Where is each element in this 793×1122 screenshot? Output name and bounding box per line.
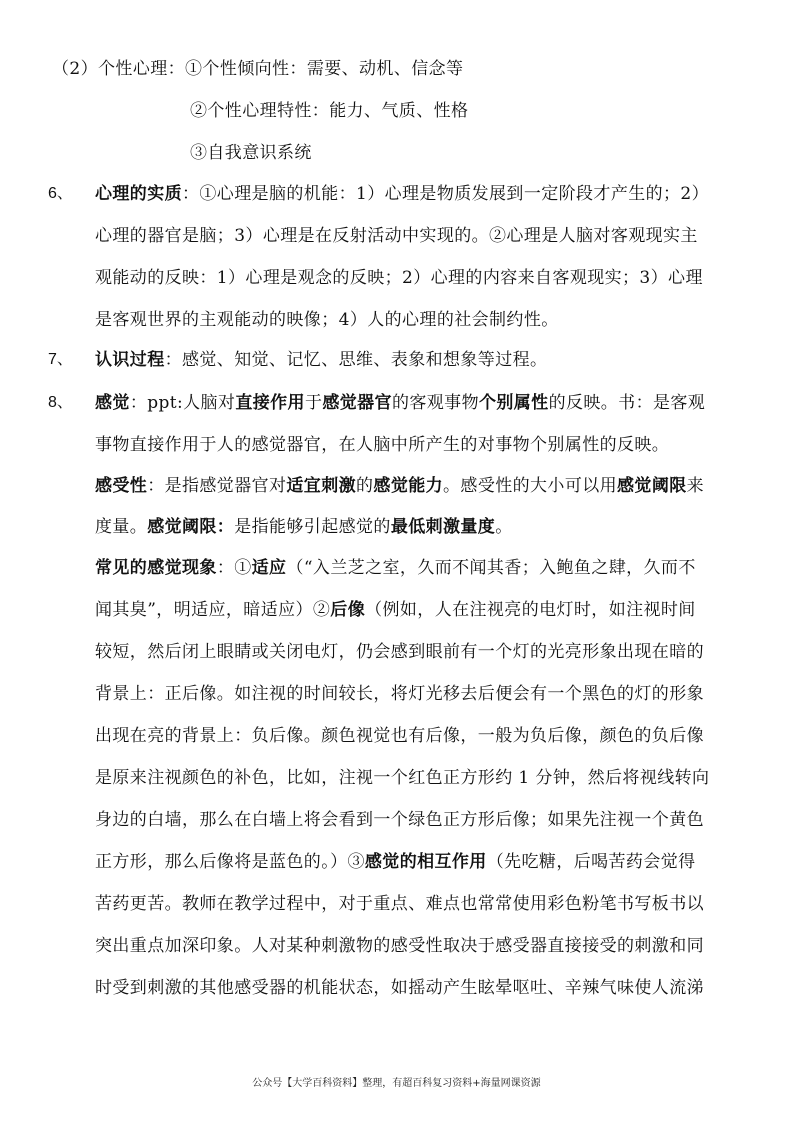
phenomena-line-8	[95, 851, 696, 873]
phenomena-line-5: 出现在亮的背景上：负后像。颜色视觉也有后像，一般为负后像，颜色的负后像	[95, 726, 704, 746]
sensitivity-text-b: 的	[356, 476, 374, 496]
phenomena-text-e: 正方形，那么后像将是蓝色的。）③	[95, 852, 365, 872]
phenomena-line-9: 苦药更苦。教师在教学过程中，对于重点、难点也常常使用彩色粉笔书写板书以	[95, 894, 704, 914]
personality-item-3: ③自我意识系统	[190, 143, 312, 163]
sensitivity-text-c: 。感受性的大小可以用	[443, 476, 618, 496]
phenomena-line-6: 是原来注视颜色的补色，比如，注视一个红色正方形约 1 分钟，然后将视线转向	[95, 768, 710, 788]
phenomena-line-1	[95, 557, 696, 579]
item-7-line	[95, 349, 547, 371]
term-min-stimulus: 最低刺激量度	[390, 517, 496, 537]
item-8-text-c: 的客观事物	[391, 393, 479, 413]
phenomena-line-3: 较短，然后闭上眼睛或关闭电灯，仍会感到眼前有一个灯的光亮形象出现在暗的	[95, 642, 704, 662]
sensitivity-line-2	[95, 516, 513, 538]
item-6-number: 6、	[48, 185, 73, 202]
term-interaction: 感觉的相互作用	[364, 852, 487, 872]
term-adaptation: 适应	[251, 558, 287, 578]
phenomena-line-7: 身边的白墙，那么在白墙上将会看到一个绿色正方形后像；如果先注视一个黄色	[95, 810, 704, 830]
term-individual-attribute: 个别属性	[478, 393, 549, 413]
item-8-number: 8、	[48, 394, 73, 411]
phenomena-line-10: 突出重点加深印象。人对某种刺激物的感受性取决于感受器直接接受的刺激和同	[95, 936, 704, 956]
item-8-text-a: ：ppt:人脑对	[129, 393, 236, 413]
item-6-line-4: 是客观世界的主观能动的映像；4）人的心理的社会制约性。	[95, 310, 559, 330]
term-phenomena: 常见的感觉现象	[95, 558, 217, 578]
item-7-title: 认识过程	[95, 350, 165, 370]
item-6-title: 心理的实质	[95, 184, 182, 204]
phenomena-text-a: ：①	[216, 558, 252, 578]
personality-intro: （2）个性心理：	[52, 59, 186, 79]
phenomena-text-f: （先吃糖，后喝苦药会觉得	[486, 852, 696, 872]
item-8-text-d: 的反映。书：是客观	[548, 393, 706, 413]
term-sense-organ: 感觉器官	[322, 393, 392, 413]
item-6-line-3: 观能动的反映：1）心理是观念的反映；2）心理的内容来自客观现实；3）心理	[95, 268, 703, 288]
phenomena-text-d: （例如，人在注视亮的电灯时，如注视时间	[365, 600, 696, 620]
sensitivity-text-a: ：是指感觉器官对	[147, 476, 287, 496]
term-threshold: 感觉阈限	[617, 476, 687, 496]
term-afterimage: 后像	[330, 600, 366, 620]
item-6-line-1	[95, 183, 709, 205]
sensitivity-text-g: 。	[495, 517, 513, 537]
term-threshold-def: 感觉阈限：	[147, 517, 235, 537]
item-8-line-2: 事物直接作用于人的感觉器官，在人脑中所产生的对事物个别属性的反映。	[95, 435, 670, 455]
item-7-number: 7、	[48, 351, 73, 368]
phenomena-line-2	[95, 599, 696, 621]
personality-item-1: ①个性倾向性：需要、动机、信念等	[185, 59, 464, 79]
term-adequate-stimulus: 适宜刺激	[286, 476, 357, 496]
term-sensory-ability: 感觉能力	[373, 476, 444, 496]
item-8-line-1	[95, 392, 705, 414]
personality-line-1	[52, 58, 463, 80]
sensitivity-line-1	[95, 475, 704, 497]
item-7-text: ：感觉、知觉、记忆、思维、表象和想象等过程。	[164, 350, 548, 370]
phenomena-line-11: 时受到刺激的其他感受器的机能状态，如摇动产生眩晕呕吐、辛辣气味使人流涕	[95, 978, 704, 998]
term-sensitivity: 感受性	[95, 476, 148, 496]
item-6-text-1: ：①心理是脑的机能：1）心理是物质发展到一定阶段才产生的；2）	[182, 184, 710, 204]
item-8-text-b: 于	[304, 393, 323, 413]
phenomena-text-b: （“入兰芝之室，久而不闻其香；入鲍鱼之肆，久而不	[286, 558, 696, 578]
sensitivity-text-e: 度量。	[95, 517, 148, 537]
item-6-line-2: 心理的器官是脑；3）心理是在反射活动中实现的。②心理是人脑对客观现实主	[95, 226, 698, 246]
page-footer: 公众号【大学百科资料】整理，有超百科复习资料+海量网课资源	[252, 1078, 541, 1089]
phenomena-text-c: 闻其臭”，明适应，暗适应）②	[95, 600, 331, 620]
sensitivity-text-d: 来	[686, 476, 705, 496]
term-sensation: 感觉	[95, 393, 130, 413]
sensitivity-text-f: 是指能够引起感觉的	[234, 517, 391, 537]
personality-item-2: ②个性心理特性：能力、气质、性格	[190, 101, 469, 121]
phenomena-line-4: 背景上：正后像。如注视的时间较长，将灯光移去后便会有一个黑色的灯的形象	[95, 684, 704, 704]
term-direct-action: 直接作用	[235, 393, 305, 413]
